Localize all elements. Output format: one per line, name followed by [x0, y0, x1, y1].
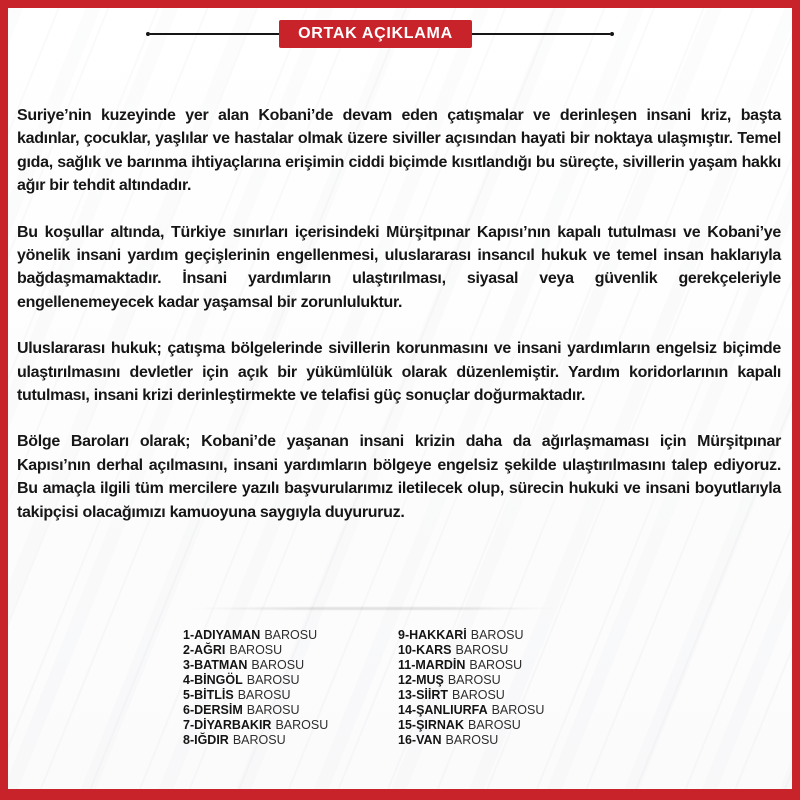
- title-box: [279, 20, 472, 48]
- signatory-suffix: BAROSU: [469, 658, 523, 672]
- signatory-name: 6-DERSİM: [183, 703, 243, 717]
- signatory-suffix: BAROSU: [246, 673, 300, 687]
- statement-paragraph: Bu koşullar altında, Türkiye sınırları içerisindeki Mürşitpınar Kapısı’nın kapalı tutulması ve Kobani’ye yönelik insani yardım geçişlerinin engellenmesi, uluslararası insancıl hukuk ve temel insan haklarıyla bağdaşmamaktadır. İnsani yardımların ulaştırılması, siyasal veya güvenlik gerekçeleriyle engellenemeyecek kadar yaşamsal bir zorunluluktur.: [17, 223, 781, 311]
- statement-canvas: [8, 8, 792, 789]
- signatory-suffix: BAROSU: [452, 688, 505, 702]
- signatory-suffix: BAROSU: [232, 733, 286, 747]
- signatory-suffix: BAROSU: [470, 628, 524, 642]
- list-item: [183, 628, 398, 643]
- decorative-line-left: [150, 33, 279, 35]
- signatory-name: 5-BİTLİS: [183, 688, 234, 702]
- signatory-name: 8-IĞDIR: [183, 733, 229, 747]
- signatory-suffix: BAROSU: [491, 703, 545, 717]
- statement-body: [17, 104, 781, 547]
- signatory-name: 12-MUŞ: [398, 673, 444, 687]
- signatory-name: 2-AĞRI: [183, 643, 226, 657]
- list-item: [398, 733, 544, 748]
- signatory-suffix: BAROSU: [264, 628, 318, 642]
- statement-paragraph: Uluslararası hukuk; çatışma bölgelerinde sivillerin korunmasını ve insani yardımların engelsiz biçimde ulaştırılmasını devletler için açık bir yükümlülük olarak düzenlemiştir. Yardım koridorlarının kapalı tutulması, insani krizi derinleştirmekte ve telafisi güç sonuçlar doğurmaktadır.: [17, 340, 781, 405]
- signatory-name: 11-MARDİN: [398, 658, 466, 672]
- list-item: [398, 673, 544, 688]
- signatory-name: 15-ŞIRNAK: [398, 718, 464, 732]
- list-item: [398, 643, 544, 658]
- list-item: [183, 718, 398, 733]
- signatory-suffix: BAROSU: [468, 718, 521, 732]
- page-title: ORTAK AÇIKLAMA: [298, 25, 453, 42]
- list-item: [398, 628, 544, 643]
- signatory-suffix: BAROSU: [229, 643, 283, 657]
- line-end-ring-icon: [610, 32, 614, 36]
- signatories-column-left: [183, 628, 398, 748]
- signatories-list: [183, 628, 544, 748]
- signatory-suffix: BAROSU: [275, 718, 329, 732]
- signatory-name: 4-BİNGÖL: [183, 673, 243, 687]
- signatory-name: 14-ŞANLIURFA: [398, 703, 488, 717]
- statement-paragraph: Bölge Baroları olarak; Kobani’de yaşanan insani krizin daha da ağırlaşmaması için Mürşitpınar Kapısı’nın derhal açılmasını, insani yardımların bölgeye engelsiz şekilde ulaştırılmasını talep ediyoruz. Bu amaçla ilgili tüm mercilere yazılı başvurularımız iletilecek olup, sürecin hukuki ve insani boyutlarıyla takipçisi olacağımızı kamuoyuna saygıyla duyururuz.: [17, 433, 781, 521]
- decorative-line-right: [472, 33, 610, 35]
- soft-divider: [190, 607, 560, 610]
- signatory-suffix: BAROSU: [246, 703, 300, 717]
- signatory-name: 13-SİİRT: [398, 688, 449, 702]
- list-item: [398, 658, 544, 673]
- signatories-column-right: [398, 628, 544, 748]
- signatory-suffix: BAROSU: [447, 673, 501, 687]
- signatory-name: 10-KARS: [398, 643, 452, 657]
- signatory-suffix: BAROSU: [251, 658, 305, 672]
- signatory-suffix: BAROSU: [445, 733, 499, 747]
- signatory-name: 7-DİYARBAKIR: [183, 718, 272, 732]
- signatory-name: 9-HAKKARİ: [398, 628, 467, 642]
- statement-paragraph: Suriye’nin kuzeyinde yer alan Kobani’de devam eden çatışmalar ve derinleşen insani kriz, başta kadınlar, çocuklar, yaşlılar ve hastalar olmak üzere siviller açısından hayati bir noktaya ulaşmıştır. Temel gıda, sağlık ve barınma ihtiyaçlarına erişimin ciddi biçimde kısıtlandığı bu süreçte, sivillerin yaşam hakkı ağır bir tehdit altındadır.: [17, 107, 781, 195]
- list-item: [183, 703, 398, 718]
- list-item: [183, 688, 398, 703]
- signatory-name: 1-ADIYAMAN: [183, 628, 261, 642]
- list-item: [183, 733, 398, 748]
- signatory-suffix: BAROSU: [237, 688, 291, 702]
- header: [8, 20, 772, 48]
- list-item: [183, 658, 398, 673]
- signatory-name: 16-VAN: [398, 733, 442, 747]
- list-item: [398, 718, 544, 733]
- list-item: [398, 703, 544, 718]
- list-item: [183, 643, 398, 658]
- signatory-name: 3-BATMAN: [183, 658, 248, 672]
- list-item: [183, 673, 398, 688]
- list-item: [398, 688, 544, 703]
- signatory-suffix: BAROSU: [455, 643, 509, 657]
